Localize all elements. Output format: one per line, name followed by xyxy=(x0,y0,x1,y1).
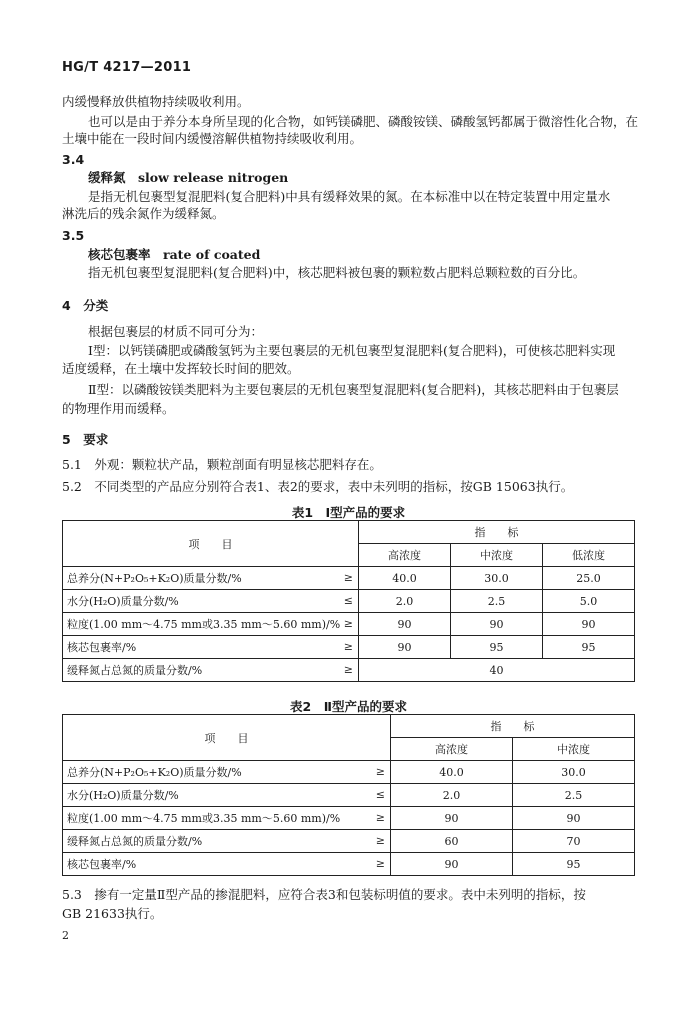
paragraph: 5.2 不同类型的产品应分别符合表1、表2的要求，表中未列明的指标，按GB 15063执行。 xyxy=(62,479,574,494)
paragraph: 5.3 掺有一定量Ⅱ型产品的掺混肥料，应符合表3和包装标明值的要求。表中未列明的指标，按 xyxy=(62,887,586,902)
header-item: 项 目 xyxy=(63,715,391,761)
header-index: 指 标 xyxy=(359,521,635,544)
table-row xyxy=(63,761,635,784)
row-label: 总养分(N+P₂O₅+K₂O)质量分数/% xyxy=(67,572,242,585)
paragraph: 也可以是由于养分本身所呈现的化合物，如钙镁磷肥、磷酸铵镁、磷酸氢钙都属于微溶性化合物，在 xyxy=(88,114,639,129)
column-header: 中浓度 xyxy=(451,544,543,567)
table-row xyxy=(63,613,635,636)
table-cell: 40.0 xyxy=(391,761,513,784)
table-cell: 2.5 xyxy=(513,784,635,807)
comparison-symbol: ≥ xyxy=(375,834,385,847)
table-cell: 95 xyxy=(513,853,635,876)
section-title: 4 分类 xyxy=(62,298,109,313)
paragraph: 适度缓释，在土壤中发挥较长时间的肥效。 xyxy=(62,361,300,376)
table-cell: 40 xyxy=(359,659,635,682)
clause-number: 3.5 xyxy=(62,228,85,243)
table-cell: 95 xyxy=(543,636,635,659)
comparison-symbol: ≥ xyxy=(343,571,353,584)
comparison-symbol: ≥ xyxy=(343,617,353,630)
row-label: 核芯包裹率/% xyxy=(67,641,137,654)
table-cell: 2.0 xyxy=(359,590,451,613)
paragraph: Ⅰ型：以钙镁磷肥或磷酸氢钙为主要包裹层的无机包裹型复混肥料(复合肥料)，可使核芯肥料实现 xyxy=(88,343,616,358)
table-cell: 90 xyxy=(451,613,543,636)
comparison-symbol: ≥ xyxy=(375,765,385,778)
table-row xyxy=(63,636,635,659)
table-cell: 40.0 xyxy=(359,567,451,590)
column-header: 高浓度 xyxy=(391,738,513,761)
definition: 是指无机包裹型复混肥料(复合肥料)中具有缓释效果的氮。在本标准中以在特定装置中用定量水 xyxy=(88,189,611,204)
table-row xyxy=(63,784,635,807)
row-label: 缓释氮占总氮的质量分数/% xyxy=(67,835,203,848)
table-cell: 60 xyxy=(391,830,513,853)
paragraph: GB 21633执行。 xyxy=(62,906,163,921)
table-row xyxy=(63,853,635,876)
header-index: 指 标 xyxy=(391,715,635,738)
table-row xyxy=(63,567,635,590)
row-label: 粒度(1.00 mm～4.75 mm或3.35 mm～5.60 mm)/% xyxy=(67,812,341,825)
table-cell: 30.0 xyxy=(513,761,635,784)
table-cell: 90 xyxy=(359,613,451,636)
clause-number: 3.4 xyxy=(62,152,85,167)
paragraph: Ⅱ型：以磷酸铵镁类肥料为主要包裹层的无机包裹型复混肥料(复合肥料)，其核芯肥料由于包裹层 xyxy=(88,382,619,397)
column-header: 中浓度 xyxy=(513,738,635,761)
paragraph: 5.1 外观：颗粒状产品，颗粒剖面有明显核芯肥料存在。 xyxy=(62,457,382,472)
definition: 指无机包裹型复混肥料(复合肥料)中，核芯肥料被包裹的颗粒数占肥料总颗粒数的百分比。 xyxy=(88,265,586,280)
page-number: 2 xyxy=(62,929,69,942)
row-label: 水分(H₂O)质量分数/% xyxy=(67,595,179,608)
column-header: 低浓度 xyxy=(543,544,635,567)
table-caption: 表2 Ⅱ型产品的要求 xyxy=(290,699,407,714)
row-label: 核芯包裹率/% xyxy=(67,858,137,871)
table-cell: 90 xyxy=(513,807,635,830)
row-label: 水分(H₂O)质量分数/% xyxy=(67,789,179,802)
term: 核芯包裹率 rate of coated xyxy=(88,247,261,262)
table-cell: 90 xyxy=(359,636,451,659)
table-cell: 95 xyxy=(451,636,543,659)
term: 缓释氮 slow release nitrogen xyxy=(88,170,289,185)
paragraph: 的物理作用而缓释。 xyxy=(62,401,175,416)
comparison-symbol: ≥ xyxy=(375,857,385,870)
table-row xyxy=(63,659,635,682)
table-row xyxy=(63,590,635,613)
table-cell: 30.0 xyxy=(451,567,543,590)
paragraph: 根据包裹层的材质不同可分为： xyxy=(88,324,264,339)
table-row xyxy=(63,830,635,853)
requirements-table-1 xyxy=(62,520,635,682)
table-cell: 2.5 xyxy=(451,590,543,613)
paragraph: 内缓慢释放供植物持续吸收利用。 xyxy=(62,94,250,109)
section-title: 5 要求 xyxy=(62,432,109,447)
row-label: 总养分(N+P₂O₅+K₂O)质量分数/% xyxy=(67,766,242,779)
header-item: 项 目 xyxy=(63,521,359,567)
table-cell: 2.0 xyxy=(391,784,513,807)
row-label: 缓释氮占总氮的质量分数/% xyxy=(67,664,203,677)
paragraph: 土壤中能在一段时间内缓慢溶解供植物持续吸收利用。 xyxy=(62,131,363,146)
table-caption: 表1 Ⅰ型产品的要求 xyxy=(291,505,406,520)
comparison-symbol: ≥ xyxy=(375,811,385,824)
definition: 淋洗后的残余氮作为缓释氮。 xyxy=(62,206,225,221)
table-cell: 90 xyxy=(391,853,513,876)
table-cell: 25.0 xyxy=(543,567,635,590)
row-label: 粒度(1.00 mm～4.75 mm或3.35 mm～5.60 mm)/% xyxy=(67,618,341,631)
standard-code: HG/T 4217—2011 xyxy=(62,60,192,75)
table-cell: 70 xyxy=(513,830,635,853)
comparison-symbol: ≥ xyxy=(343,663,353,676)
table-cell: 5.0 xyxy=(543,590,635,613)
requirements-table-2 xyxy=(62,714,635,876)
comparison-symbol: ≥ xyxy=(343,640,353,653)
table-cell: 90 xyxy=(543,613,635,636)
comparison-symbol: ≤ xyxy=(343,594,353,607)
column-header: 高浓度 xyxy=(359,544,451,567)
table-cell: 90 xyxy=(391,807,513,830)
comparison-symbol: ≤ xyxy=(375,788,385,801)
table-row xyxy=(63,807,635,830)
